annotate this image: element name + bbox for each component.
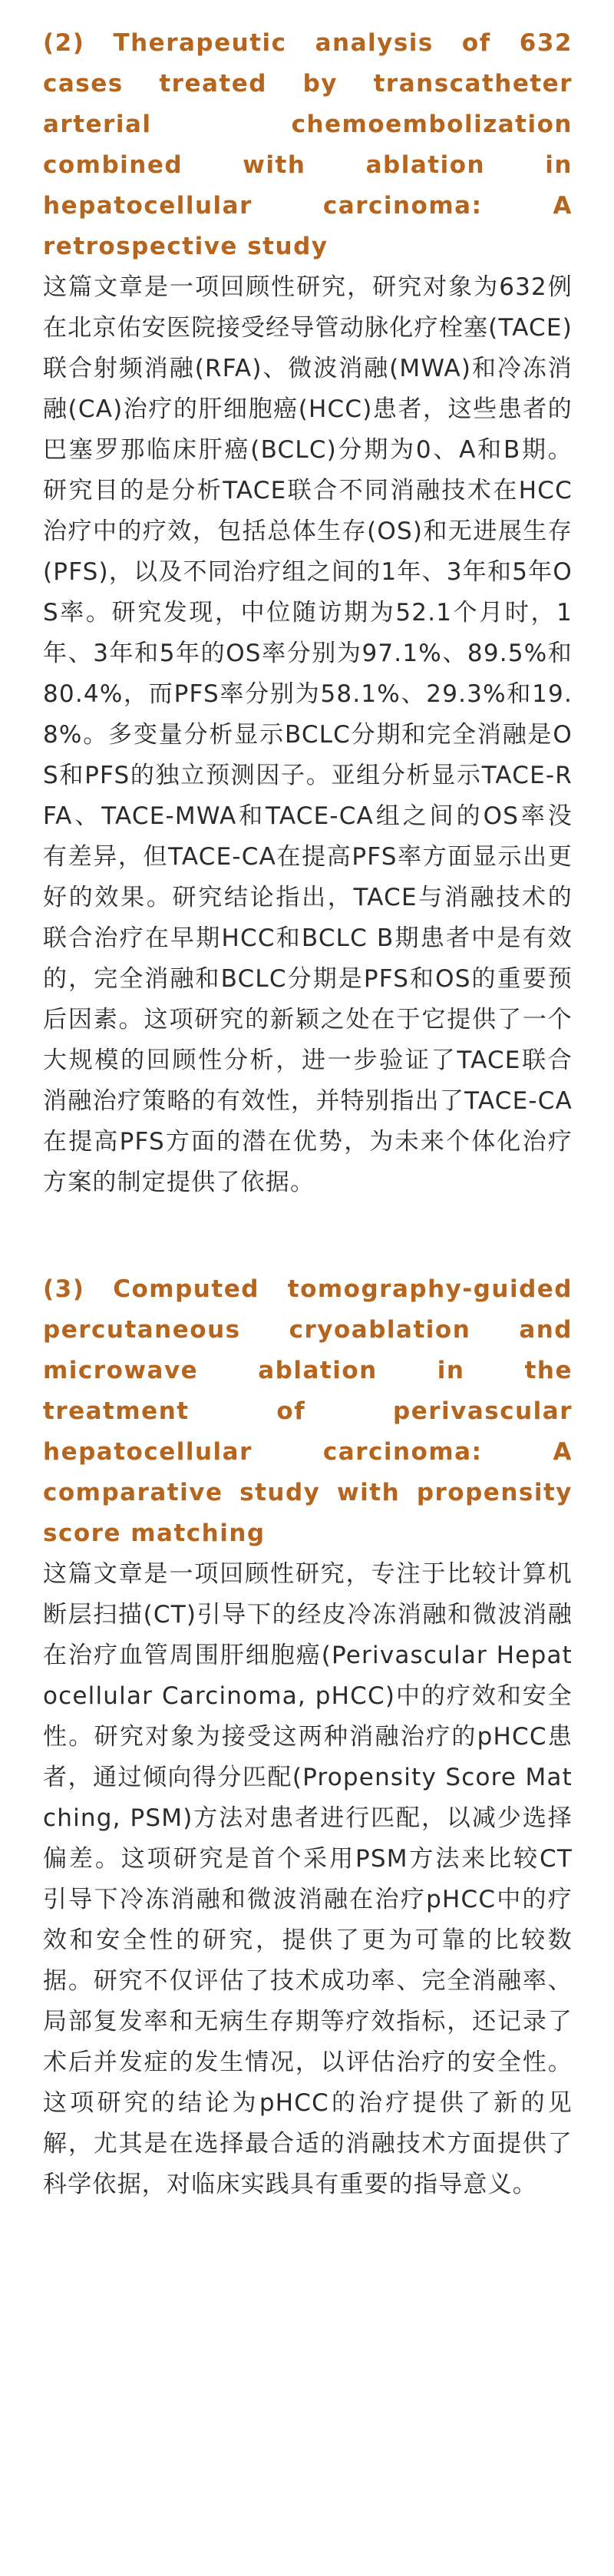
- section-2: [43, 23, 573, 1203]
- section-body: 这篇文章是一项回顾性研究，专注于比较计算机断层扫描(CT)引导下的经皮冷冻消融和微波消融在治疗血管周围肝细胞癌(Perivascular Hepatocellular Carcinoma, pHCC)中的疗效和安全性。研究对象为接受这两种消融治疗的pHCC患者，通过倾向得分匹配(Propensity Score Matching, PSM)方法对患者进行匹配，以减少选择偏差。这项研究是首个采用PSM方法来比较CT引导下冷冻消融和微波消融在治疗pHCC中的疗效和安全性的研究，提供了更为可靠的比较数据。研究不仅评估了技术成功率、完全消融率、局部复发率和无病生存期等疗效指标，还记录了术后并发症的发生情况，以评估治疗的安全性。这项研究的结论为pHCC的治疗提供了新的见解，尤其是在选择最合适的消融技术方面提供了科学依据，对临床实践具有重要的指导意义。: [43, 1560, 573, 2198]
- section-spacer: [43, 1203, 573, 1269]
- section-3: [43, 1269, 573, 2205]
- section-heading: (3) Computed tomography-guided percutaneous cryoablation and microwave ablation in the treatment of perivascular hepatocellular carcinoma: A comparative study with propensity score matching: [43, 1275, 573, 1547]
- article-content: [43, 23, 573, 2205]
- section-heading: (2) Therapeutic analysis of 632 cases treated by transcatheter arterial chemoembolization combined with ablation in hepatocellular carcinoma: A retrospective study: [43, 29, 573, 260]
- section-body: 这篇文章是一项回顾性研究，研究对象为632例在北京佑安医院接受经导管动脉化疗栓塞(TACE)联合射频消融(RFA)、微波消融(MWA)和冷冻消融(CA)治疗的肝细胞癌(HCC)患者，这些患者的巴塞罗那临床肝癌(BCLC)分期为0、A和B期。研究目的是分析TACE联合不同消融技术在HCC治疗中的疗效，包括总体生存(OS)和无进展生存(PFS)，以及不同治疗组之间的1年、3年和5年OS率。研究发现，中位随访期为52.1个月时，1年、3年和5年的OS率分别为97.1%、89.5%和80.4%，而PFS率分别为58.1%、29.3%和19.8%。多变量分析显示BCLC分期和完全消融是OS和PFS的独立预测因子。亚组分析显示TACE-RFA、TACE-MWA和TACE-CA组之间的OS率没有差异，但TACE-CA在提高PFS率方面显示出更好的效果。研究结论指出，TACE与消融技术的联合治疗在早期HCC和BCLC B期患者中是有效的，完全消融和BCLC分期是PFS和OS的重要预后因素。这项研究的新颖之处在于它提供了一个大规模的回顾性分析，进一步验证了TACE联合消融治疗策略的有效性，并特别指出了TACE-CA在提高PFS方面的潜在优势，为未来个体化治疗方案的制定提供了依据。: [43, 273, 573, 1196]
